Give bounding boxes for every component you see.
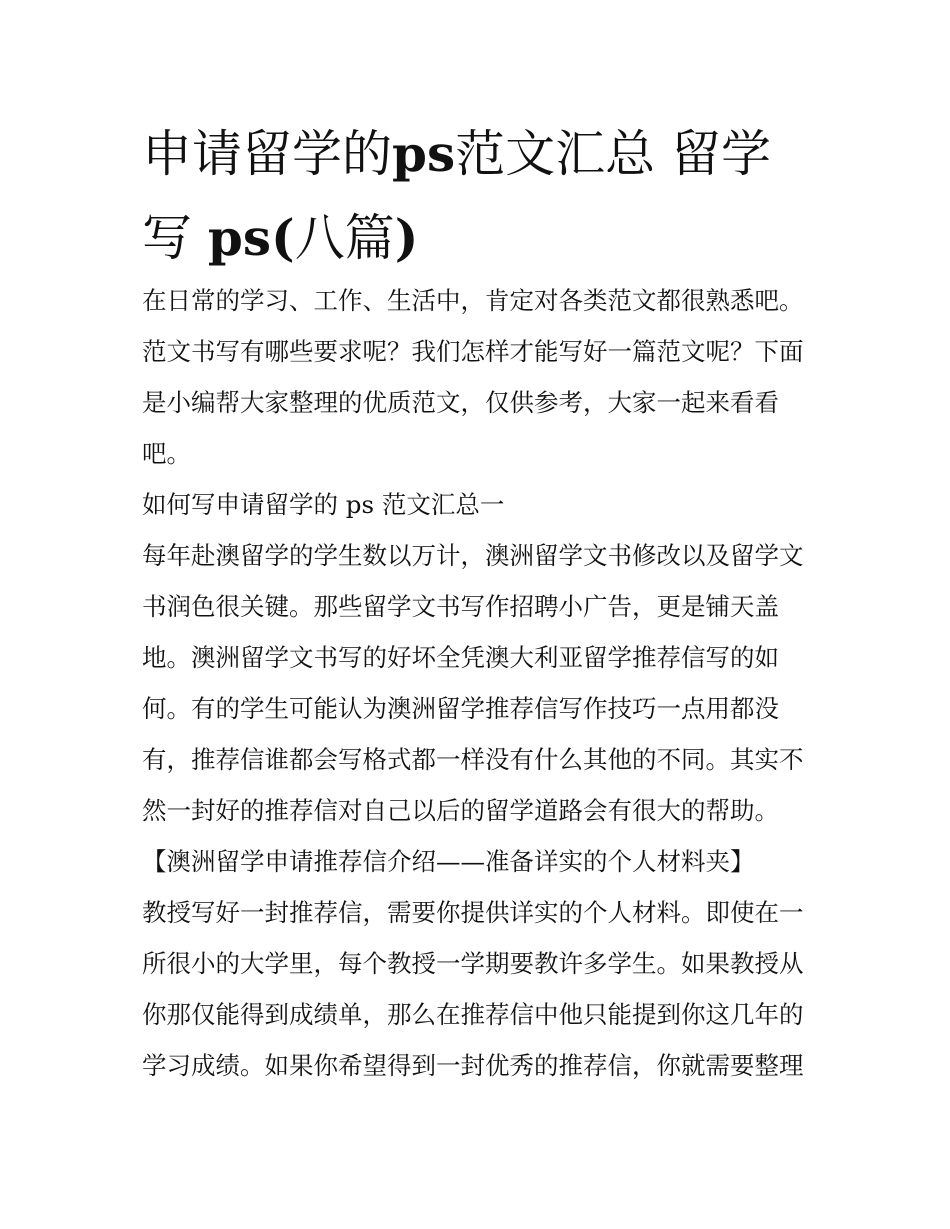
title-text: 八篇 — [294, 209, 395, 267]
body-line: 学习成绩。如果你希望得到一封优秀的推荐信，你就需要整理 — [142, 1051, 804, 1080]
subsection-heading: 【澳洲留学申请推荐信介绍——准备详实的个人材料夹】 — [142, 847, 755, 876]
document-body — [142, 275, 822, 1091]
body-line: 何。有的学生可能认为澳洲留学推荐信写作技巧一点用都没 — [142, 694, 779, 723]
body-line: 教授写好一封推荐信，需要你提供详实的个人材料。即使在一 — [142, 898, 804, 927]
body-line: 所很小的大学里，每个教授一学期要教许多学生。如果教授从 — [142, 949, 804, 978]
body-line: 书润色很关键。那些留学文书写作招聘小广告，更是铺天盖 — [142, 592, 779, 621]
title-text-latin: ps — [392, 124, 456, 183]
title-text-latin: ) — [394, 208, 419, 267]
body-line: 你那仅能得到成绩单，那么在推荐信中他只能提到你这几年的 — [142, 1000, 804, 1029]
title-line-2 — [142, 196, 822, 280]
title-text: 写 — [142, 209, 208, 267]
title-text-latin: ps( — [207, 208, 295, 267]
body-line: 地。澳洲留学文书写的好坏全凭澳大利亚留学推荐信写的如 — [142, 643, 779, 672]
title-text: 范文汇总 留学 — [455, 125, 772, 183]
title-line-1 — [142, 112, 822, 196]
title-text: 申请留学的 — [142, 125, 392, 183]
body-line: 是小编帮大家整理的优质范文，仅供参考，大家一起来看看 — [142, 388, 779, 417]
body-line: 然一封好的推荐信对自己以后的留学道路会有很大的帮助。 — [142, 796, 779, 825]
section-heading: 如何写申请留学的 ps 范文汇总一 — [142, 490, 505, 519]
document-title — [142, 112, 822, 280]
body-line: 在日常的学习、工作、生活中，肯定对各类范文都很熟悉吧。 — [142, 286, 804, 315]
body-line: 每年赴澳留学的学生数以万计，澳洲留学文书修改以及留学文 — [142, 541, 804, 570]
body-line: 范文书写有哪些要求呢？我们怎样才能写好一篇范文呢？下面 — [142, 337, 804, 366]
body-line: 吧。 — [142, 439, 191, 468]
body-line: 有，推荐信谁都会写格式都一样没有什么其他的不同。其实不 — [142, 745, 804, 774]
